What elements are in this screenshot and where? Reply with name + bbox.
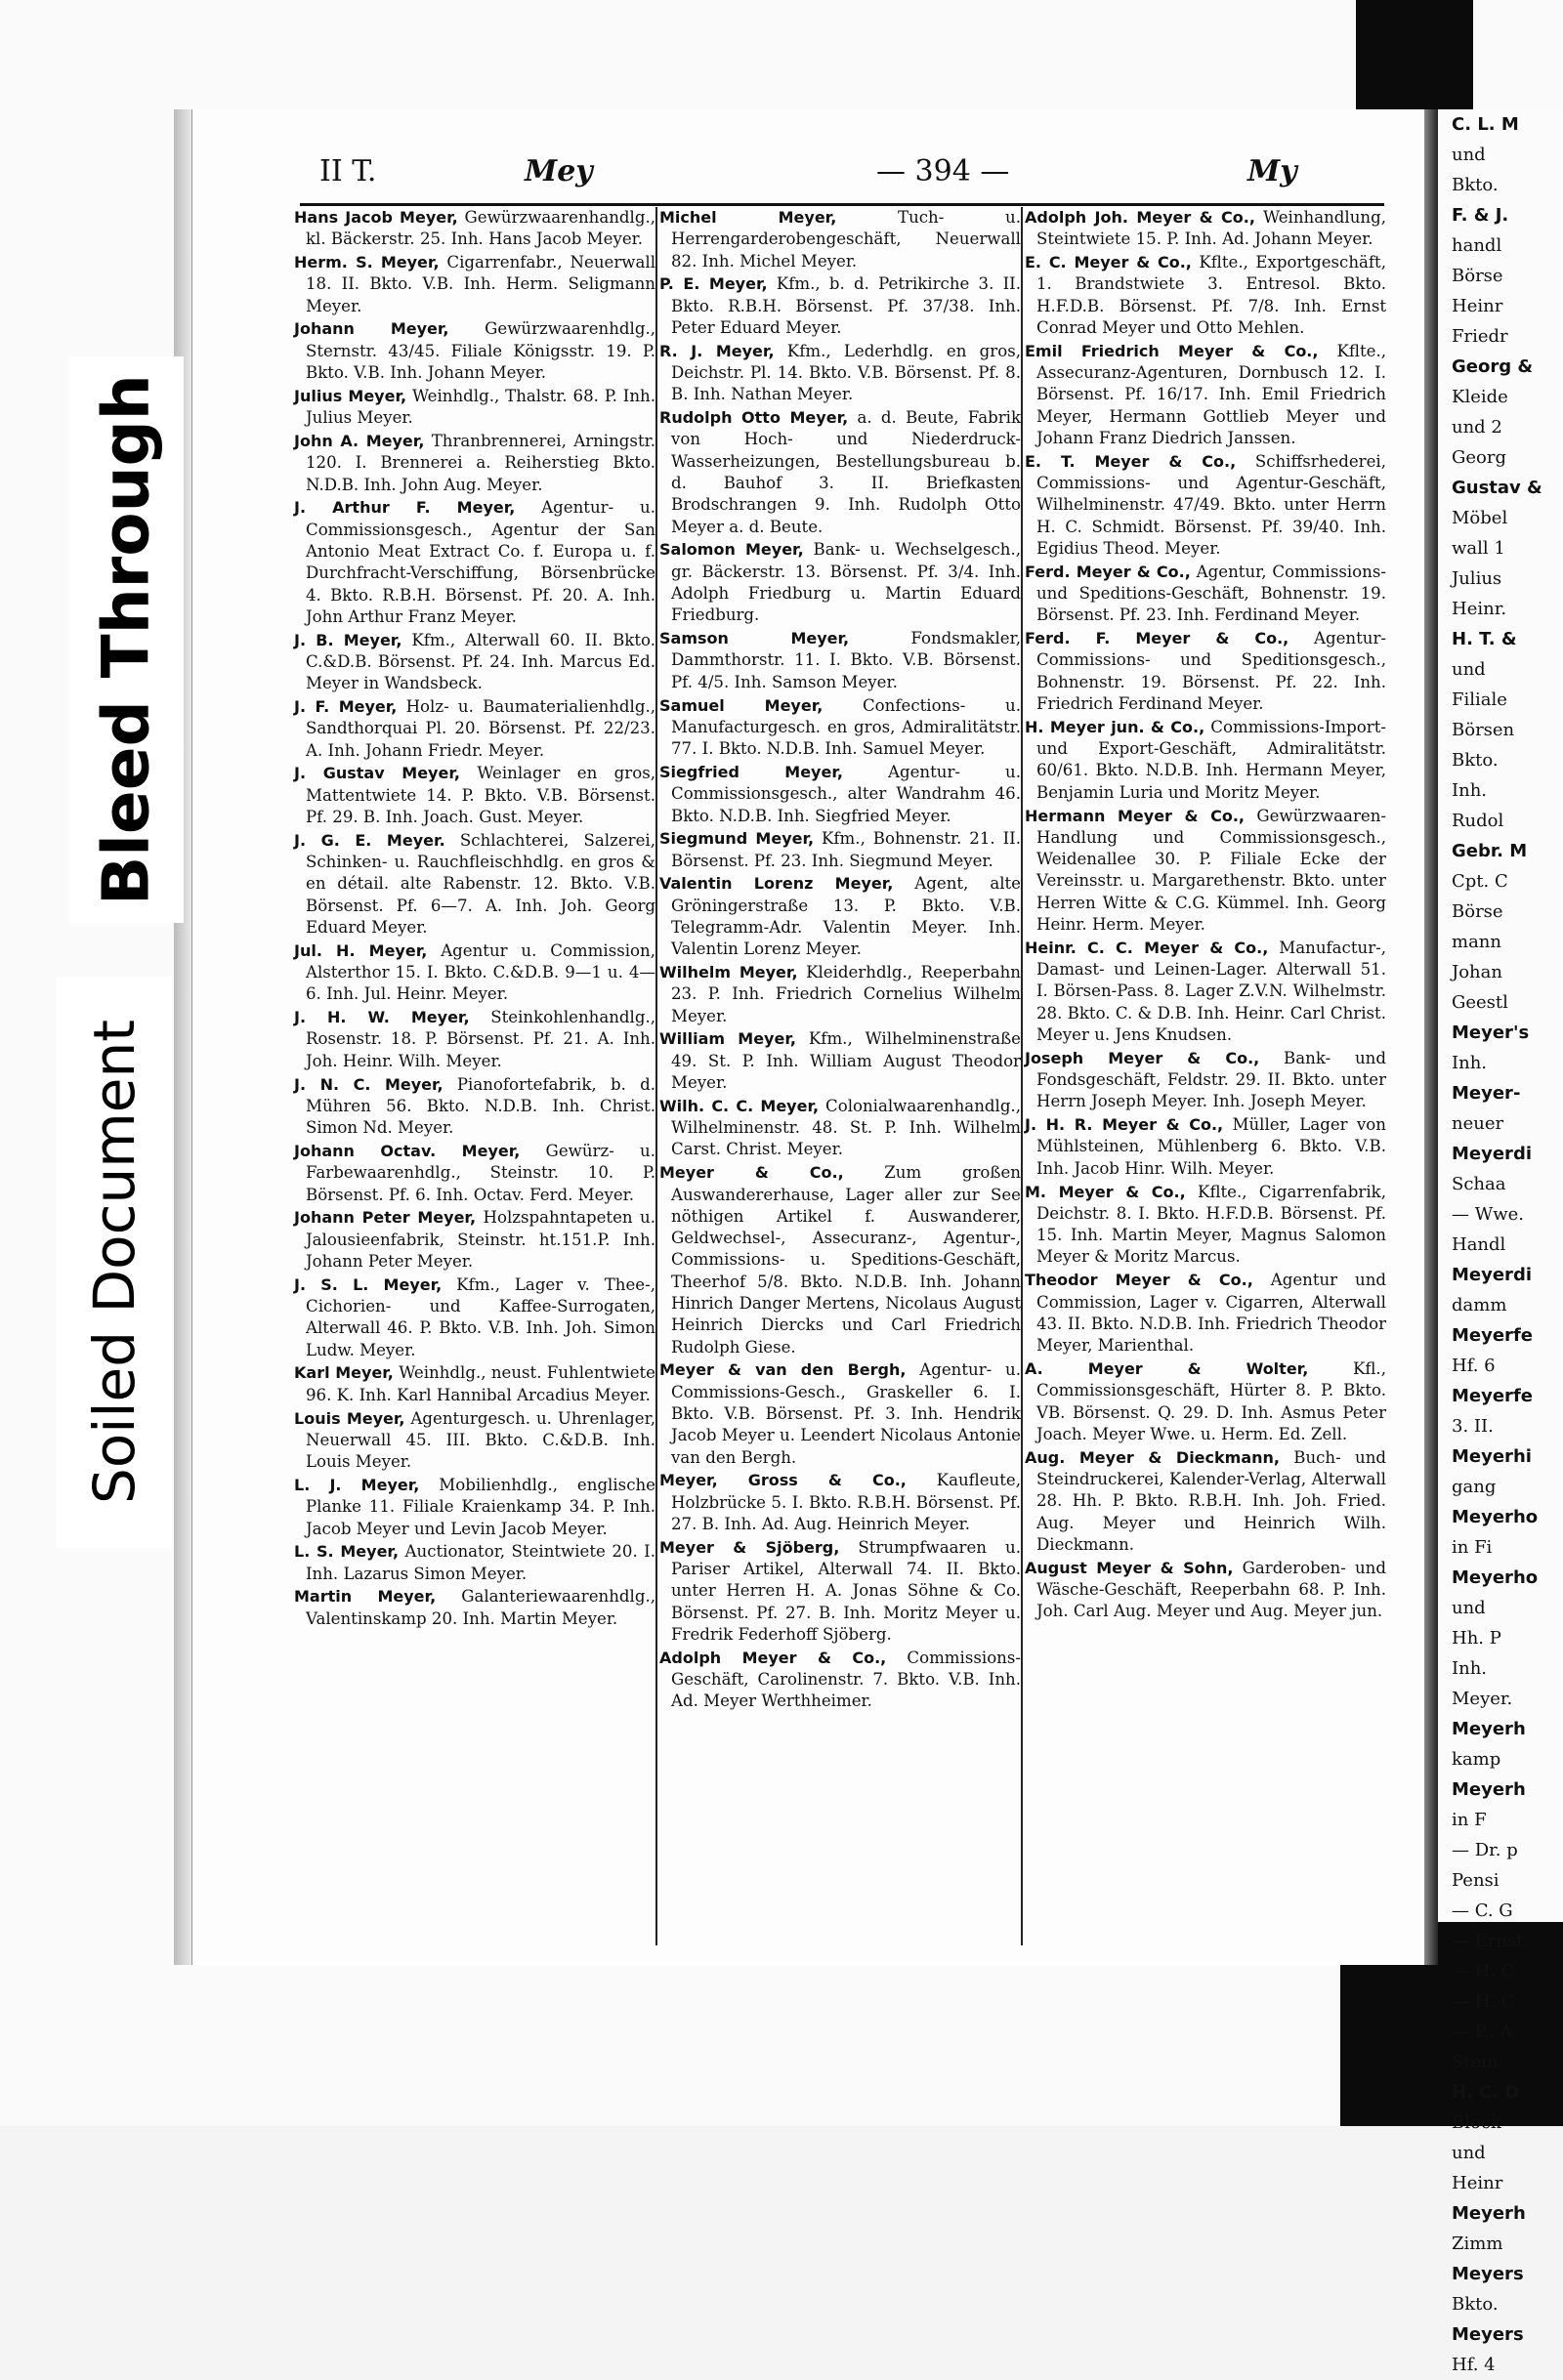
fragment-line: Meyerfe — [1452, 1386, 1533, 1406]
directory-entry — [294, 1274, 655, 1361]
fragment-line: Geestl — [1452, 992, 1508, 1013]
fragment-line: Friedr — [1452, 326, 1508, 347]
entry-details: Colonialwaarenhandlg., Wilhelminenstr. 48. St. P. Inh. Wilhelm Carst. Christ. Meyer. — [671, 1096, 1021, 1159]
entry-name: Theodor Meyer & Co., — [1025, 1271, 1253, 1290]
fragment-line: C. L. M — [1452, 114, 1519, 135]
entry-details: Agenturgesch. u. Uhrenlager, Neuerwall 45. III. Bkto. C.&D.B. Inh. Louis Meyer. — [306, 1408, 655, 1472]
entry-details: Schiffsrhederei, Commissions- und Agentur-Geschäft, Wilhelminenstr. 47/49. Bkto. unter Herrn H. C. Schmidt. Börsenst. Pf. 39/40. Inh. Egidius Theod. Meyer. — [1036, 451, 1387, 558]
directory-entry — [1025, 341, 1386, 449]
entry-details: Weinhandlung, Steintwiete 15. P. Inh. Ad. Johann Meyer. — [1036, 208, 1386, 249]
fragment-line: Hf. 6 — [1452, 1356, 1496, 1376]
fragment-line: — Dr. p — [1452, 1840, 1518, 1860]
header-rule — [300, 203, 1384, 206]
entry-details: Kleiderhdlg., Reeperbahn 23. P. Inh. Friedrich Cornelius Wilhelm Meyer. — [671, 963, 1021, 1025]
entry-name: Wilhelm Meyer, — [659, 963, 798, 982]
directory-entry — [1025, 938, 1386, 1046]
entry-name: Louis Meyer, — [294, 1408, 405, 1428]
fragment-line: Börse — [1452, 901, 1503, 922]
fragment-line: Meyer. — [1452, 1689, 1513, 1709]
entry-details: Commissions-Geschäft, Carolinenstr. 7. Bkto. V.B. Inh. Ad. Meyer Werthheimer. — [671, 1648, 1021, 1711]
fragment-line: — Wwe. — [1452, 1204, 1525, 1225]
entry-name: August Meyer & Sohn, — [1025, 1558, 1234, 1577]
directory-entry — [1025, 1558, 1386, 1623]
entry-name: L. S. Meyer, — [294, 1542, 400, 1562]
entry-details: Schlachterei, Salzerei, Schinken- u. Rauchfleischhdlg. en gros & en détail. alte Rabenstr. 12. Bkto. V.B. Börsenst. Pf. 6—7. A. Inh. Joh. Georg Eduard Meyer. — [306, 830, 655, 937]
directory-entry — [294, 1207, 655, 1273]
entry-details: Strumpfwaaren u. Pariser Artikel, Alterwall 74. II. Bkto. unter Herren H. A. Jonas Söhne & Co. Börsenst. Pf. 27. B. Inh. Moritz Meyer u. Fredrik Federhoff Sjöberg. — [671, 1537, 1021, 1644]
fragment-line: Schaa — [1452, 1174, 1506, 1194]
fragment-line: Hf. 4 — [1452, 2355, 1496, 2375]
entry-details: Commissions-Import- und Export-Geschäft, Admiralitätstr. 60/61. Bkto. N.D.B. Inh. Hermann Meyer, Benjamin Luria und Moritz Meyer. — [1036, 717, 1386, 802]
entry-name: Michel Meyer, — [659, 208, 837, 227]
entry-details: Kfm., Bohnenstr. 21. II. Börsenst. Pf. 23. Inh. Siegmund Meyer. — [671, 829, 1021, 870]
entry-name: P. E. Meyer, — [659, 274, 768, 294]
fragment-line: Meyer- — [1452, 1083, 1521, 1104]
fragment-line: handl — [1452, 235, 1502, 256]
entry-name: Julius Meyer, — [294, 386, 407, 405]
entry-name: E. C. Meyer & Co., — [1025, 253, 1192, 272]
fragment-line: — Ernst — [1452, 1931, 1524, 1951]
entry-details: Galanteriewaarenhdlg., Valentinskamp 20. Inh. Martin Meyer. — [306, 1587, 656, 1628]
directory-entry — [294, 386, 655, 430]
entry-name: E. T. Meyer & Co., — [1025, 451, 1237, 471]
entry-name: J. S. L. Meyer, — [294, 1274, 443, 1294]
directory-entry — [294, 1408, 655, 1474]
entry-name: Jul. H. Meyer, — [294, 940, 428, 960]
fragment-line: Block — [1452, 2112, 1501, 2133]
fragment-line: Meyerho — [1452, 1567, 1539, 1588]
entry-name: Meyer & Co., — [659, 1163, 844, 1183]
fragment-line: Stein — [1452, 2052, 1499, 2072]
fragment-line: Meyerdi — [1452, 1144, 1532, 1164]
column-divider — [655, 207, 657, 1945]
directory-entry — [294, 431, 655, 496]
entry-name: Aug. Meyer & Dieckmann, — [1025, 1447, 1280, 1467]
entry-details: Agentur und Commission, Lager v. Cigarren, Alterwall 43. II. Bkto. N.D.B. Inh. Friedrich Theodor Meyer, Marienthal. — [1036, 1271, 1386, 1356]
fragment-line: Meyerho — [1452, 1507, 1539, 1527]
fragment-line: Meyerfe — [1452, 1325, 1533, 1346]
directory-entry — [1025, 1114, 1386, 1180]
entry-name: Salomon Meyer, — [659, 540, 804, 560]
running-head — [300, 148, 1384, 207]
directory-entry — [659, 539, 1021, 626]
fragment-line: Meyerdi — [1452, 1265, 1532, 1285]
entry-name: H. Meyer jun. & Co., — [1025, 717, 1205, 736]
directory-entry — [659, 1028, 1021, 1094]
directory-entry — [1025, 1447, 1386, 1556]
fragment-line: Heinr. — [1452, 599, 1507, 619]
fragment-line: Meyers — [1452, 2324, 1524, 2345]
fragment-line: 3. II. — [1452, 1416, 1494, 1437]
directory-entry — [294, 630, 655, 695]
directory-column-1 — [294, 207, 655, 1945]
fragment-line: F. & J. — [1452, 205, 1509, 226]
fragment-line: Zimm — [1452, 2234, 1503, 2254]
directory-entry — [1025, 451, 1386, 560]
entry-details: Auctionator, Steintwiete 20. I. Inh. Lazarus Simon Meyer. — [306, 1542, 655, 1583]
bleed-through-label: Bleed Through — [68, 356, 184, 923]
directory-entry — [294, 696, 655, 762]
fragment-line: H. T. & — [1452, 629, 1517, 649]
entry-name: Meyer, Gross & Co., — [659, 1471, 907, 1490]
fragment-line: Kleide — [1452, 387, 1508, 407]
entry-name: Hans Jacob Meyer, — [294, 208, 458, 227]
book-gutter — [1424, 109, 1438, 1965]
entry-name: Hermann Meyer & Co., — [1025, 806, 1245, 825]
fragment-line: Hh. P — [1452, 1628, 1501, 1649]
entry-name: John A. Meyer, — [294, 431, 425, 450]
fragment-line: Meyerhi — [1452, 1446, 1532, 1467]
directory-entry — [294, 1007, 655, 1072]
directory-entry — [659, 1537, 1021, 1646]
entry-name: J. F. Meyer, — [294, 697, 398, 717]
directory-entry — [659, 962, 1021, 1027]
directory-entry — [659, 1359, 1021, 1468]
directory-entry — [1025, 806, 1386, 937]
fragment-line: damm — [1452, 1295, 1507, 1315]
directory-entry — [659, 273, 1021, 339]
entry-name: Samuel Meyer, — [659, 695, 824, 715]
entry-name: R. J. Meyer, — [659, 341, 775, 360]
entry-name: Meyer & van den Bergh, — [659, 1360, 907, 1380]
entry-name: J. N. C. Meyer, — [294, 1074, 444, 1094]
fragment-line: Johan — [1452, 962, 1502, 982]
scanner-edge-top — [1356, 0, 1473, 119]
directory-entry — [1025, 252, 1386, 339]
directory-entry — [1025, 1048, 1386, 1113]
fragment-line: Meyerh — [1452, 1779, 1526, 1800]
entry-name: Wilh. C. C. Meyer, — [659, 1096, 820, 1115]
entry-details: Kfm., Lager v. Thee-, Cichorien- und Kaffee-Surrogaten, Alterwall 46. P. Bkto. V.B. Inh. Joh. Simon Ludw. Meyer. — [306, 1274, 655, 1359]
directory-column-3 — [1025, 207, 1386, 1945]
fragment-line: Börsen — [1452, 720, 1515, 740]
fragment-line: Meyerh — [1452, 1719, 1526, 1739]
directory-entry — [294, 207, 655, 251]
part-label: II T. — [319, 154, 377, 188]
fragment-line: Georg & — [1452, 356, 1534, 377]
entry-details: Gewürzwaarenhandlg., kl. Bäckerstr. 25. Inh. Hans Jacob Meyer. — [306, 208, 655, 249]
entry-details: Kfm., Lederhdlg. en gros, Deichstr. Pl. 14. Bkto. V.B. Börsenst. Pf. 8. B. Inh. Nathan Meyer. — [671, 341, 1021, 404]
fragment-line: und 2 — [1452, 417, 1502, 438]
entry-name: Herm. S. Meyer, — [294, 253, 440, 272]
fragment-line: Bkto. — [1452, 175, 1499, 195]
directory-entry — [1025, 1270, 1386, 1357]
directory-entry — [659, 762, 1021, 827]
entry-details: Kflte., Cigarrenfabrik, Deichstr. 8. I. Bkto. H.F.D.B. Börsenst. Pf. 15. Inh. Martin Meyer, Magnus Salomon Meyer & Moritz Marcus. — [1036, 1182, 1387, 1267]
entry-details: Kflte., Assecuranz-Agenturen, Dornbusch 12. I. Börsenst. Pf. 16/17. Inh. Emil Friedrich Meyer, Hermann Gottlieb Meyer und Johann Franz Diedrich Janssen. — [1036, 341, 1386, 447]
entry-details: Gewürz- u. Farbewaarenhdlg., Steinstr. 10. P. Börsenst. Pf. 6. Inh. Octav. Ferd. Meyer. — [306, 1141, 655, 1204]
fragment-line: Cpt. C — [1452, 871, 1508, 892]
entry-name: M. Meyer & Co., — [1025, 1182, 1186, 1201]
entry-name: Martin Meyer, — [294, 1587, 437, 1607]
directory-entry — [659, 873, 1021, 960]
entry-name: Adolph Joh. Meyer & Co., — [1025, 208, 1255, 227]
fragment-line: H. C. D — [1452, 2082, 1520, 2103]
directory-column-2 — [659, 207, 1021, 1945]
directory-entry — [294, 1586, 655, 1630]
entry-details: Weinhdlg., neust. Fuhlentwiete 96. K. Inh. Karl Hannibal Arcadius Meyer. — [306, 1363, 655, 1404]
entry-details: Kfm., b. d. Petrikirche 3. II. Bkto. R.B.H. Börsenst. Pf. 37/38. Inh. Peter Eduard Meyer. — [671, 274, 1022, 337]
entry-details: Holz- u. Baumaterialienhdlg., Sandthorquai Pl. 20. Börsenst. Pf. 22/23. A. Inh. Johann Friedr. Meyer. — [306, 697, 656, 760]
directory-entry — [659, 628, 1021, 693]
entry-name: Meyer & Sjöberg, — [659, 1537, 840, 1557]
entry-details: Tuch- u. Herrengarderobengeschäft, Neuerwall 82. Inh. Michel Meyer. — [671, 208, 1022, 271]
soiled-document-label: Soiled Document — [57, 977, 172, 1548]
fragment-line: in F — [1452, 1810, 1487, 1830]
fragment-line: — P., A — [1452, 2022, 1513, 2042]
fragment-line: und — [1452, 1598, 1486, 1618]
fragment-line: Bkto. — [1452, 2294, 1499, 2315]
directory-entry — [294, 1141, 655, 1206]
entry-details: Kaufleute, Holzbrücke 5. I. Bkto. R.B.H. Börsenst. Pf. 27. B. Inh. Ad. Aug. Heinrich Meyer. — [671, 1471, 1021, 1534]
entry-name: Siegmund Meyer, — [659, 829, 815, 849]
directory-entry — [294, 1074, 655, 1140]
entry-details: Müller, Lager von Mühlsteinen, Mühlenberg 6. Bkto. V.B. Inh. Jacob Hinr. Wilh. Meyer. — [1036, 1115, 1386, 1178]
fragment-line: und — [1452, 2143, 1486, 2163]
directory-entry — [1025, 207, 1386, 251]
directory-entry — [294, 318, 655, 384]
fragment-line: Gebr. M — [1452, 841, 1528, 861]
fragment-line: — C. G — [1452, 1900, 1513, 1921]
fragment-line: Meyer's — [1452, 1023, 1530, 1043]
fragment-line: Heinr — [1452, 296, 1503, 316]
entry-name: A. Meyer & Wolter, — [1025, 1358, 1309, 1378]
entry-details: Agentur u. Commission, Alsterthor 15. I. Bkto. C.&D.B. 9—1 u. 4—6. Inh. Jul. Heinr. Meyer. — [306, 940, 655, 1004]
entry-details: Agent, alte Gröningerstraße 13. P. Bkto. V.B. Telegramm-Adr. Valentin Meyer. Inh. Valentin Lorenz Meyer. — [671, 874, 1022, 959]
entry-details: Buch- und Steindruckerei, Kalender-Verlag, Alterwall 28. Hh. P. Bkto. R.B.H. Inh. Joh. Fried. Aug. Meyer und Heinrich Wilh. Dieckmann. — [1036, 1447, 1386, 1554]
fragment-line: wall 1 — [1452, 538, 1505, 559]
entry-details: Pianofortefabrik, b. d. Mühren 56. Bkto. N.D.B. Inh. Christ. Simon Nd. Meyer. — [306, 1074, 655, 1138]
entry-details: a. d. Beute, Fabrik von Hoch- und Niederdruck-Wasserheizungen, Bestellungsbureau b. d. Bauhof 3. II. Briefkasten Brodschrangen 9. Inh. Rudolph Otto Meyer a. d. Beute. — [671, 408, 1022, 536]
entry-name: Johann Peter Meyer, — [294, 1208, 477, 1228]
fragment-line: mann — [1452, 932, 1501, 952]
entry-details: Manufactur-, Damast- und Leinen-Lager. Alterwall 51. I. Börsen-Pass. 8. Lager Z.V.N. Wilhelmstr. 28. Bkto. C. & D.B. Inh. Heinr. Carl Christ. Meyer u. Jens Knudsen. — [1036, 938, 1387, 1044]
entry-details: Mobilienhdlg., englische Planke 11. Filiale Kraienkamp 34. P. Inh. Jacob Meyer und Levin Jacob Meyer. — [306, 1475, 655, 1538]
entry-name: Joseph Meyer & Co., — [1025, 1048, 1260, 1067]
entry-name: J. H. R. Meyer & Co., — [1025, 1115, 1224, 1135]
entry-details: Kfm., Wilhelminenstraße 49. St. P. Inh. William August Theodor Meyer. — [671, 1029, 1022, 1093]
directory-entry — [294, 830, 655, 939]
entry-details: Agentur- u. Commissions-Gesch., Graskeller 6. I. Bkto. V.B. Börsenst. Pf. 3. Inh. Hendrik Jacob Meyer u. Leendert Nicolaus Antonie van den Bergh. — [671, 1360, 1021, 1467]
entry-name: Johann Meyer, — [294, 319, 449, 339]
directory-entry — [659, 1096, 1021, 1161]
directory-entry — [294, 252, 655, 317]
entry-details: Garderoben- und Wäsche-Geschäft, Reeperbahn 68. P. Inh. Joh. Carl Aug. Meyer und Aug. Meyer jun. — [1036, 1558, 1386, 1621]
fragment-line: Meyerh — [1452, 2203, 1526, 2224]
entry-details: Steinkohlenhandlg., Rosenstr. 18. P. Börsenst. Pf. 21. A. Inh. Joh. Heinr. Wilh. Meyer. — [306, 1008, 655, 1070]
entry-details: Agentur- u. Commissionsgesch., Agentur der San Antonio Meat Extract Co. f. Europa u. f. Durchfracht-Verschiffung, Börsenbrücke 4. Bkto. R.B.H. Börsenst. Pf. 20. A. Inh. John Arthur Franz Meyer. — [306, 498, 655, 626]
catchword-left: Mey — [525, 154, 593, 188]
fragment-line: Börse — [1452, 266, 1503, 286]
fragment-line: Bkto. — [1452, 750, 1499, 771]
entry-details: Gewürzwaarenhdlg., Sternstr. 43/45. Filiale Königsstr. 19. P. Bkto. V.B. Inh. Johann Meyer. — [306, 319, 656, 383]
fragment-line: — H. C — [1452, 1991, 1515, 2012]
entry-details: Kfltе., Exportgeschäft, 1. Brandstwiete 3. Entresol. Bkto. H.F.D.B. Börsenst. Pf. 7/8. Inh. Ernst Conrad Meyer und Otto Mehlen. — [1036, 253, 1386, 337]
directory-entry — [294, 1541, 655, 1585]
fragment-line: Möbel — [1452, 508, 1508, 528]
fragment-line: Georg — [1452, 447, 1506, 468]
entry-name: Siegfried Meyer, — [659, 762, 843, 781]
column-divider — [1021, 207, 1023, 1945]
directory-entry — [1025, 562, 1386, 627]
directory-entry — [294, 1362, 655, 1406]
directory-entry — [659, 1470, 1021, 1535]
fragment-line: und — [1452, 659, 1486, 680]
entry-name: Heinr. C. C. Meyer & Co., — [1025, 938, 1269, 957]
entry-details: Weinlager en gros, Mattentwiete 14. P. Bkto. V.B. Börsenst. Pf. 29. B. Inh. Joach. Gust. Meyer. — [306, 764, 655, 827]
entry-details: Fondsmakler, Dammthorstr. 11. I. Bkto. V.B. Börsenst. Pf. 4/5. Inh. Samson Meyer. — [671, 629, 1021, 691]
directory-entry — [659, 1648, 1021, 1713]
directory-entry — [659, 341, 1021, 406]
entry-details: Agentur-Commissions- und Speditionsgesch., Bohnenstr. 19. Börsenst. Pf. 22. Inh. Friedrich Ferdinand Meyer. — [1036, 629, 1386, 714]
directory-entry — [659, 695, 1021, 761]
fragment-line: und — [1452, 145, 1486, 165]
entry-name: Ferd. Meyer & Co., — [1025, 562, 1191, 581]
fragment-line: — H. C — [1452, 1961, 1515, 1982]
entry-name: J. Arthur F. Meyer, — [294, 498, 516, 518]
fragment-line: Inh. — [1452, 1658, 1488, 1679]
entry-details: Bank- und Fondsgeschäft, Feldstr. 29. II. Bkto. unter Herrn Joseph Meyer. Inh. Joseph Meyer. — [1036, 1048, 1386, 1111]
fragment-line: Inh. — [1452, 780, 1488, 801]
entry-name: Adolph Meyer & Co., — [659, 1648, 887, 1667]
fragment-line: Inh. — [1452, 1053, 1488, 1073]
catchword-right: My — [1247, 154, 1297, 188]
entry-details: Zum großen Auswandererhause, Lager aller zur See nöthigen Artikel f. Auswanderer, Geldwechsel-, Assecuranz-, Agentur-, Commissions- u. Speditions-Geschäft, Theerhof 5/8. Bkto. N.D.B. Inh. Johann Hinrich Danger Mertens, Nicolaus August Heinrich Diercks und Carl Friedrich Rudolph Giese. — [671, 1163, 1021, 1357]
entry-details: Kfl., Commissionsgeschäft, Hürter 8. P. Bkto. VB. Börsenst. Q. 29. D. Inh. Asmus Peter Joach. Meyer Wwe. u. Herm. Ed. Zell. — [1036, 1358, 1386, 1443]
entry-name: J. Gustav Meyer, — [294, 764, 460, 783]
directory-entry — [659, 828, 1021, 872]
entry-name: Rudolph Otto Meyer, — [659, 408, 849, 428]
fragment-line: Julius — [1452, 568, 1502, 589]
directory-entry — [294, 763, 655, 828]
fragment-line: Handl — [1452, 1234, 1506, 1255]
entry-name: L. J. Meyer, — [294, 1475, 420, 1494]
directory-entry — [1025, 1358, 1386, 1445]
entry-details: Agentur, Commissions- und Speditions-Geschäft, Bohnenstr. 19. Börsenst. Pf. 23. Inh. Ferdinand Meyer. — [1036, 562, 1386, 625]
entry-details: Weinhdlg., Thalstr. 68. P. Inh. Julius Meyer. — [306, 386, 655, 428]
fragment-line: kamp — [1452, 1749, 1501, 1770]
entry-name: J. B. Meyer, — [294, 630, 402, 649]
entry-details: Bank- u. Wechselgesch., gr. Bäckerstr. 13. Börsenst. Pf. 3/4. Inh. Adolph Friedburg u. Martin Eduard Friedburg. — [671, 540, 1021, 625]
entry-name: William Meyer, — [659, 1029, 796, 1049]
directory-entry — [1025, 628, 1386, 715]
fragment-line: Meyers — [1452, 2264, 1524, 2284]
entry-details: Kfm., Alterwall 60. II. Bkto. C.&D.B. Börsenst. Pf. 24. Inh. Marcus Ed. Meyer in Wandsbeck. — [306, 630, 655, 693]
directory-entry — [659, 407, 1021, 538]
entry-name: J. G. E. Meyer. — [294, 830, 445, 850]
entry-details: Agentur- u. Commissionsgesch., alter Wandrahm 46. Bkto. N.D.B. Inh. Siegfried Meyer. — [671, 762, 1021, 825]
entry-details: Cigarrenfabr., Neuerwall 18. II. Bkto. V.B. Inh. Herm. Seligmann Meyer. — [306, 253, 656, 315]
directory-entry — [659, 1162, 1021, 1358]
entry-name: Emil Friedrich Meyer & Co., — [1025, 341, 1319, 360]
directory-entry — [294, 497, 655, 628]
entry-details: Holzspahntapeten u. Jalousieenfabrik, Steinstr. ht.151.P. Inh. Johann Peter Meyer. — [306, 1208, 655, 1271]
entry-name: Samson Meyer, — [659, 629, 850, 648]
fragment-line: neuer — [1452, 1113, 1504, 1134]
entry-details: Confections- u. Manufacturgesch. en gros, Admiralitätstr. 77. I. Bkto. N.D.B. Inh. Samuel Meyer. — [671, 695, 1021, 759]
directory-entry — [1025, 1182, 1386, 1269]
directory-entry — [1025, 717, 1386, 804]
entry-details: Gewürzwaaren-Handlung und Commissionsgesch., Weidenallee 30. P. Filiale Ecke der Vereinsstr. u. Margarethenstr. Bkto. unter Herren Witte & C.G. Kümmel. Inh. Georg Heinr. Herm. Meyer. — [1036, 806, 1386, 934]
fragment-line: Heinr — [1452, 2173, 1503, 2193]
directory-entry — [659, 207, 1021, 272]
directory-entry — [294, 940, 655, 1006]
fragment-line: gang — [1452, 1477, 1497, 1497]
fragment-line: Pensi — [1452, 1870, 1500, 1891]
entry-name: Valentin Lorenz Meyer, — [659, 874, 894, 894]
fragment-line: Gustav & — [1452, 478, 1542, 498]
fragment-line: Rudol — [1452, 811, 1504, 831]
entry-name: Johann Octav. Meyer, — [294, 1141, 521, 1160]
entry-details: Thranbrennerei, Arningstr. 120. I. Brennerei a. Reiherstieg Bkto. N.D.B. Inh. John Aug. Meyer. — [306, 431, 655, 494]
entry-name: J. H. W. Meyer, — [294, 1008, 470, 1027]
page-number: — 394 — — [876, 154, 1010, 188]
entry-name: Ferd. F. Meyer & Co., — [1025, 629, 1289, 648]
fragment-line: in Fi — [1452, 1537, 1493, 1558]
book-page — [191, 109, 1425, 1965]
entry-name: Karl Meyer, — [294, 1363, 394, 1383]
directory-entry — [294, 1475, 655, 1540]
adjacent-page-fragment — [1438, 109, 1563, 2375]
fragment-line: Filiale — [1452, 689, 1507, 710]
